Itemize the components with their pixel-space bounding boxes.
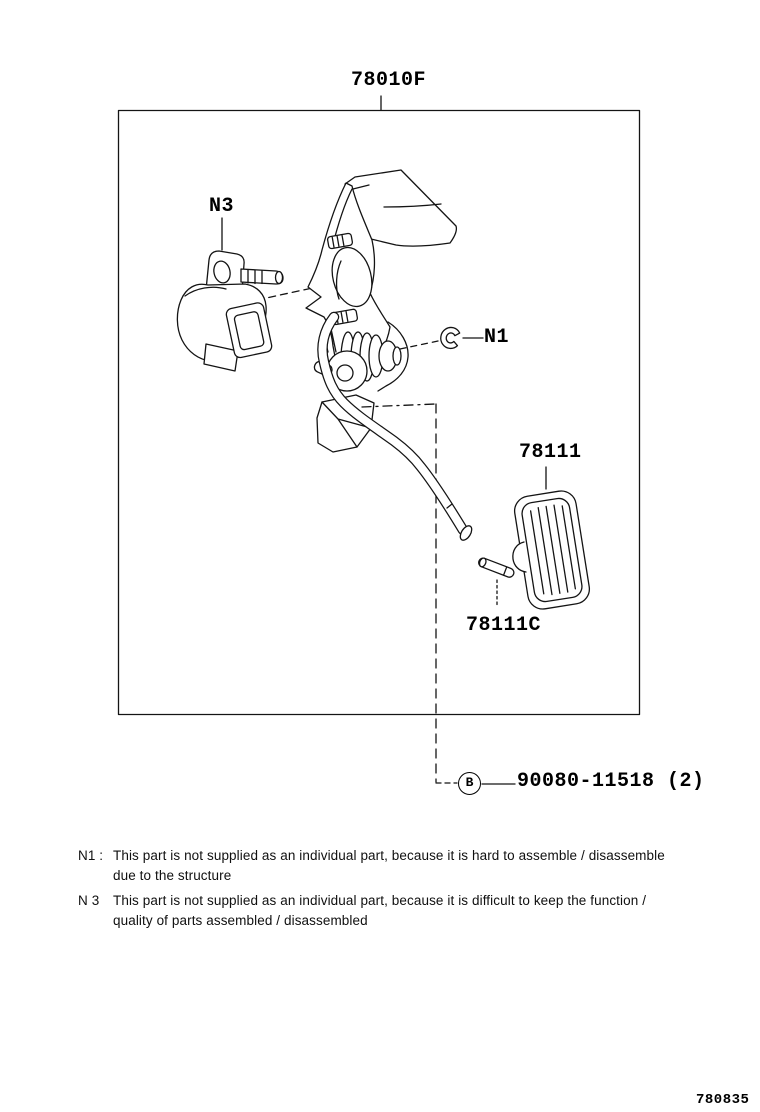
label-pad-pin-number[interactable]: 78111C	[466, 614, 542, 637]
bolt-badge[interactable]: B	[458, 772, 481, 795]
throttle-sensor-drawing	[177, 218, 283, 371]
footnote-n1	[78, 846, 723, 886]
label-assembly-number[interactable]: 78010F	[351, 69, 427, 92]
label-bolt-number[interactable]: 90080-11518 (2)	[517, 770, 705, 793]
footnote-n3-text	[113, 891, 723, 931]
footnote-n1-text	[113, 846, 723, 886]
label-pedal-pad-number[interactable]: 78111	[519, 441, 582, 464]
leader-sensor	[257, 287, 317, 300]
pad-pin-drawing	[477, 557, 515, 579]
footnote-line: This part is not supplied as an individual part, because it is difficult to keep the function /	[113, 893, 647, 908]
callout-n3: N3	[209, 195, 235, 218]
pedal-pad-tab-drawing	[513, 542, 526, 572]
pedal-bracket-assembly-drawing	[306, 170, 456, 452]
footnote-line: This part is not supplied as an individual part, because it is hard to assemble / disassemble	[113, 848, 665, 863]
page-code: 780835	[696, 1092, 750, 1108]
footnote-n3-id: N 3	[78, 893, 100, 908]
callout-n1: N1	[484, 326, 510, 349]
e-clip-icon	[439, 326, 460, 350]
footnote-line: quality of parts assembled / disassembled	[113, 913, 368, 928]
footnote-line: due to the structure	[113, 868, 232, 883]
footnote-n1-id: N1 :	[78, 848, 104, 863]
footnote-n3	[78, 891, 723, 931]
